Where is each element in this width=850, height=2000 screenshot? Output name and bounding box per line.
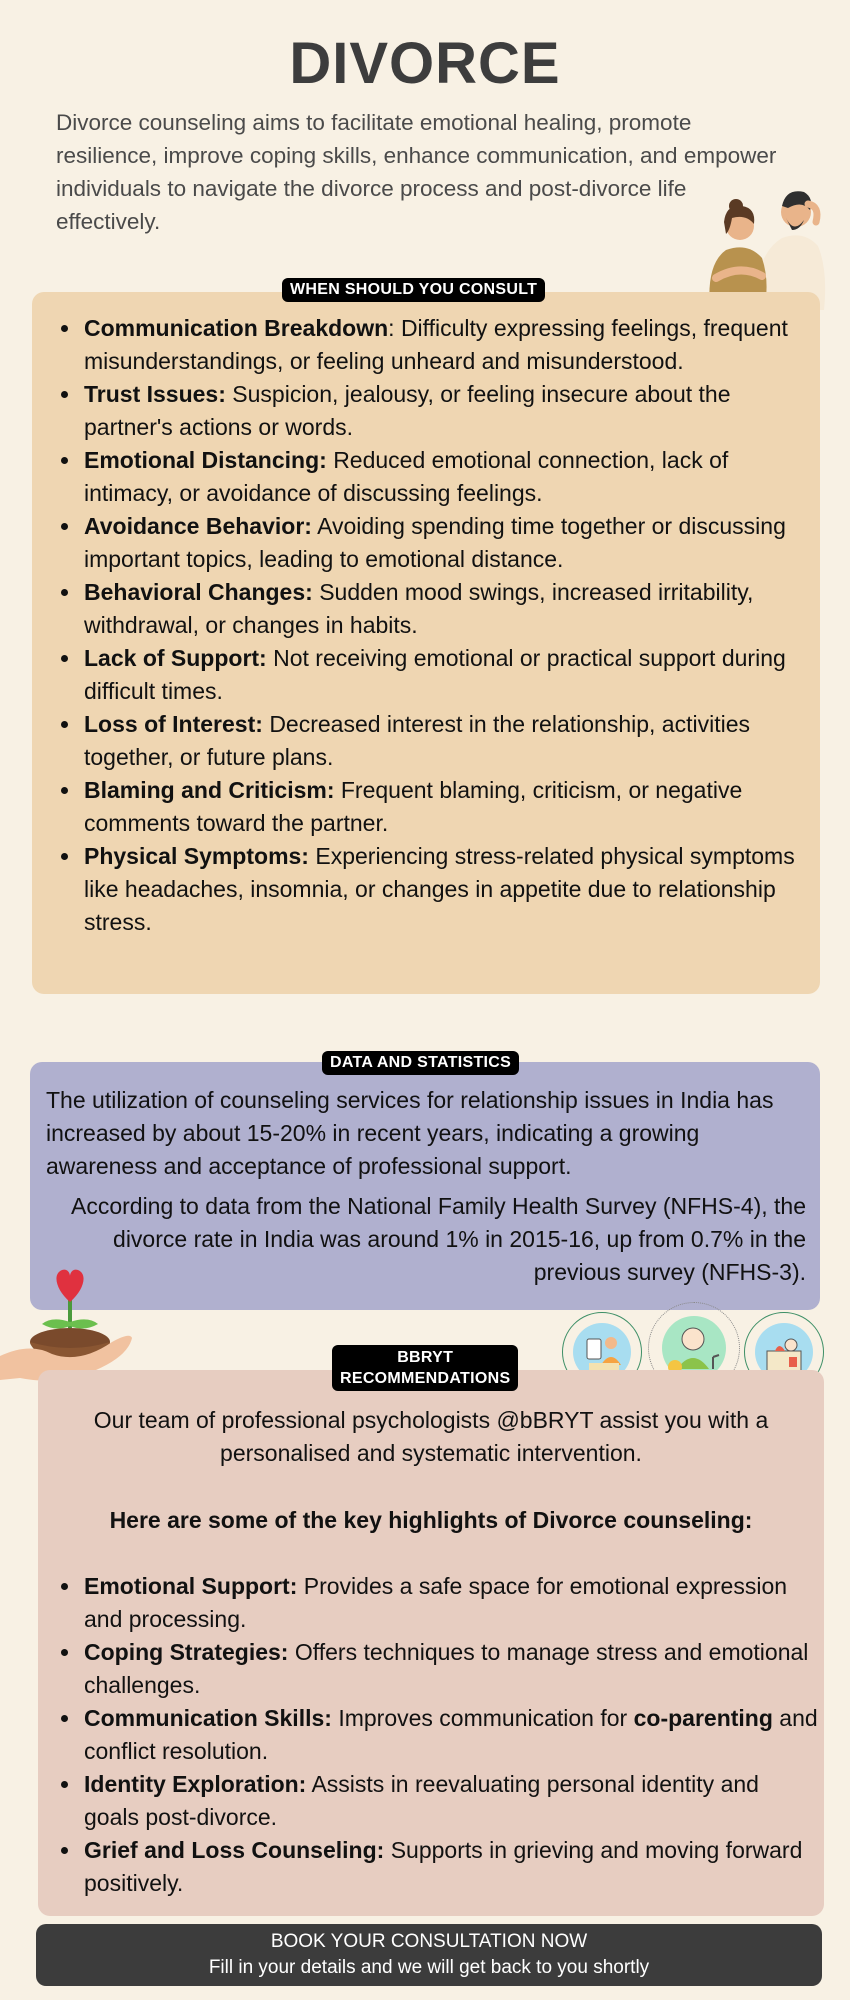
item-term: Grief and Loss Counseling: (84, 1837, 385, 1863)
recommendations-section-label: BBRYT RECOMMENDATIONS (332, 1345, 518, 1391)
list-item (82, 774, 802, 840)
item-term: Loss of Interest: (84, 711, 263, 737)
item-description: Experiencing stress-related physical symptoms like headaches, insomnia, or changes in appetite due to relationship stress. (84, 843, 795, 935)
recommendations-section (38, 1370, 824, 1916)
list-item (82, 1768, 818, 1834)
item-term: Blaming and Criticism: (84, 777, 335, 803)
item-description: Provides a safe space for emotional expression and processing. (84, 1573, 788, 1632)
recommendations-heading: Here are some of the key highlights of Divorce counseling: (109, 1507, 753, 1533)
item-term: Trust Issues: (84, 381, 226, 407)
item-description: Difficulty expressing feelings, frequent misunderstandings, or feeling unheard and misunderstood. (84, 315, 788, 374)
consult-list (32, 312, 802, 939)
item-term: Communication Breakdown (84, 315, 389, 341)
list-item (82, 642, 802, 708)
list-item (82, 1834, 818, 1900)
list-item: • Communication Breakdown: Difficulty expressing feelings, frequent misunderstandings, or feeling unheard and misunderstood. (82, 312, 802, 378)
item-emphasis: co-parenting (633, 1705, 773, 1731)
item-description: Decreased interest in the relationship, activities together, or future plans. (84, 711, 750, 770)
cta-title: BOOK YOUR CONSULTATION NOW (270, 1931, 588, 1952)
item-description: Avoiding spending time together or discussing important topics, leading to emotional distance. (84, 513, 786, 572)
item-term: Emotional Distancing: (84, 447, 327, 473)
list-item (82, 840, 802, 939)
list-item (82, 708, 802, 774)
item-term: Communication Skills: (84, 1705, 332, 1731)
intro-paragraph: Divorce counseling aims to facilitate emotional healing, promote resilience, improve coping skills, enhance communication, and empower individuals to navigate the divorce process and post-divorce life effectively. (56, 110, 777, 234)
item-description: Sudden mood swings, increased irritability, withdrawal, or changes in habits. (84, 579, 754, 638)
consult-section (32, 292, 820, 994)
list-item (82, 1636, 818, 1702)
item-term: Behavioral Changes: (84, 579, 313, 605)
page-title: DIVORCE (289, 31, 561, 96)
data-paragraph-1: The utilization of counseling services for relationship issues in India has increased by about 15-20% in recent years, indicating a growing awareness and acceptance of professional support. (46, 1087, 774, 1179)
list-item (82, 378, 802, 444)
recommendations-intro: Our team of professional psychologists @bBRYT assist you with a personalised and systematic intervention. (93, 1407, 769, 1466)
item-description: Offers techniques to manage stress and emotional challenges. (84, 1639, 809, 1698)
item-term: Emotional Support: (84, 1573, 298, 1599)
item-description: Improves communication for (338, 1705, 634, 1731)
data-section-label: DATA AND STATISTICS (322, 1051, 519, 1075)
item-description: Frequent blaming, criticism, or negative comments toward the partner. (84, 777, 743, 836)
data-paragraph-2: According to data from the National Family Health Survey (NFHS-4), the divorce rate in India was around 1% in 2015-16, up from 0.7% in the previous survey (NFHS-3). (70, 1193, 806, 1285)
item-term: Avoidance Behavior: (84, 513, 312, 539)
list-item (82, 576, 802, 642)
item-description: Assists in reevaluating personal identity and goals post-divorce. (84, 1771, 759, 1830)
item-term: Coping Strategies: (84, 1639, 289, 1665)
upset-couple-illustration (696, 160, 832, 312)
consult-section-label: WHEN SHOULD YOU CONSULT (282, 278, 545, 302)
item-description-cont: and conflict resolution. (84, 1705, 818, 1764)
item-term: Lack of Support: (84, 645, 267, 671)
item-description: Suspicion, jealousy, or feeling insecure about the partner's actions or words. (84, 381, 731, 440)
cta-subtitle: Fill in your details and we will get back to you shortly (208, 1957, 650, 1978)
item-description: Reduced emotional connection, lack of intimacy, or avoidance of discussing feelings. (84, 447, 729, 506)
list-item (82, 1570, 818, 1636)
item-term: Identity Exploration: (84, 1771, 307, 1797)
book-consultation-button[interactable] (36, 1924, 822, 1986)
recommendations-list (32, 1570, 818, 1900)
item-term: Physical Symptoms: (84, 843, 309, 869)
list-item (82, 510, 802, 576)
list-item (82, 1702, 818, 1768)
list-item (82, 444, 802, 510)
data-section (30, 1062, 820, 1310)
item-description: Not receiving emotional or practical support during difficult times. (84, 645, 786, 704)
item-description: Supports in grieving and moving forward positively. (84, 1837, 803, 1896)
